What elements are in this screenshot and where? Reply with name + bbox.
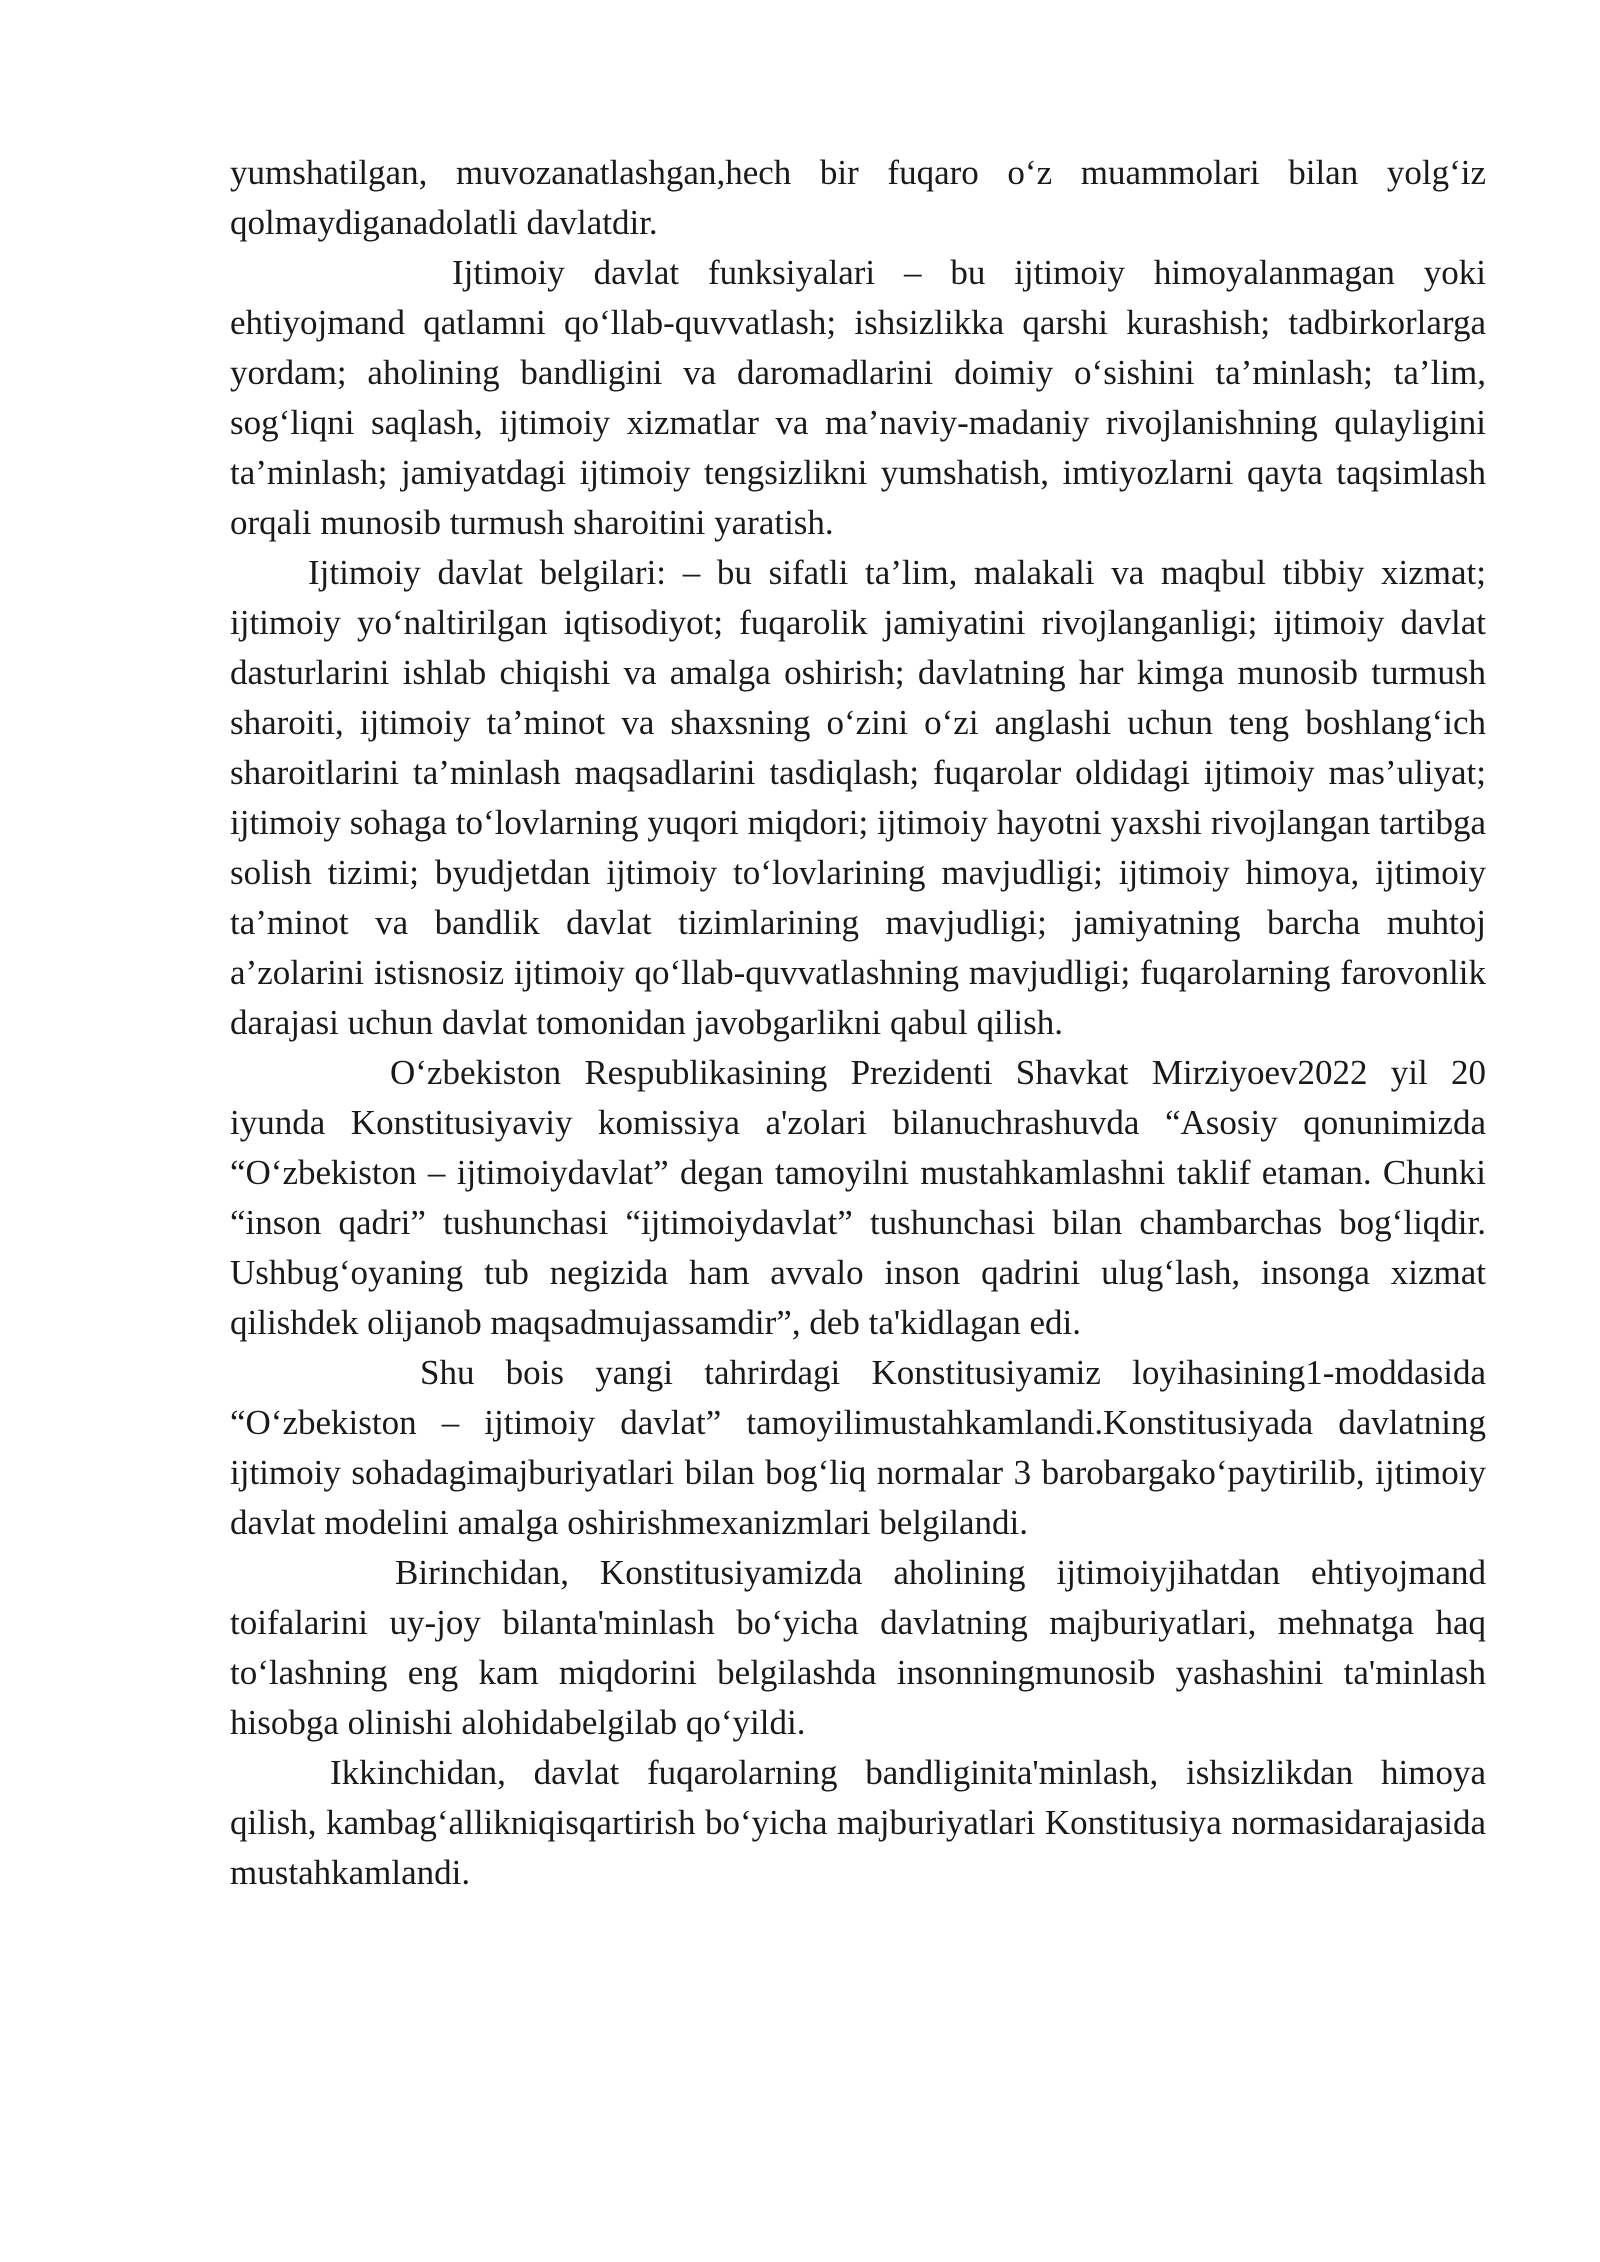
paragraph-second-point: Ikkinchidan, davlat fuqarolarning bandliginita'minlash, ishsizlikdan himoya qilish, kambag‘allikniqisqartirish bo‘yicha majburiyatlari Konstitusiya normasidarajasida mustahkamlandi. — [230, 1753, 1486, 1892]
paragraph-social-state-functions: Ijtimoiy davlat funksiyalari – bu ijtimoiy himoyalanmagan yoki ehtiyojmand qatlamni qo‘llab-quvvatlash; ishsizlikka qarshi kurashish; tadbirkorlarga yordam; aholining bandligini va daromadlarini doimiy o‘sishini ta’minlash; ta’lim, sog‘liqni saqlash, ijtimoiy xizmatlar va ma’naviy-madaniy rivojlanishning qulayligini ta’minlash; jamiyatdagi ijtimoiy tengsizlikni yumshatish, imtiyozlarni qayta taqsimlash orqali munosib turmush sharoitini yaratish. — [230, 253, 1486, 542]
document-body — [230, 148, 1486, 1898]
paragraph-social-state-signs: Ijtimoiy davlat belgilari: – bu sifatli ta’lim, malakali va maqbul tibbiy xizmat; ijtimoiy yo‘naltirilgan iqtisodiyot; fuqarolik jamiyatini rivojlanganligi; ijtimoiy davlat dasturlarini ishlab chiqishi va amalga oshirish; davlatning har kimga munosib turmush sharoiti, ijtimoiy ta’minot va shaxsning o‘zini o‘zi anglashi uchun teng boshlang‘ich sharoitlarini ta’minlash maqsadlarini tasdiqlash; fuqarolar oldidagi ijtimoiy mas’uliyat; ijtimoiy sohaga to‘lovlarning yuqori miqdori; ijtimoiy hayotni yaxshi rivojlangan tartibga solish tizimi; byudjetdan ijtimoiy to‘lovlarining mavjudligi; ijtimoiy himoya, ijtimoiy ta’minot va bandlik davlat tizimlarining mavjudligi; jamiyatning barcha muhtoj a’zolarini istisnosiz ijtimoiy qo‘llab-quvvatlashning mavjudligi; fuqarolarning farovonlik darajasi uchun davlat tomonidan javobgarlikni qabul qilish. — [230, 553, 1486, 1042]
paragraph-intro-continuation: yumshatilgan, muvozanatlashgan,hech bir fuqaro o‘z muammolari bilan yolg‘iz qolmaydiganadolatli davlatdir. — [230, 153, 1486, 242]
paragraph-first-point: Birinchidan, Konstitusiyamizda aholining ijtimoiyjihatdan ehtiyojmand toifalarini uy-joy bilanta'minlash bo‘yicha davlatning majburiyatlari, mehnatga haq to‘lashning eng kam miqdorini belgilashda insonningmunosib yashashini ta'minlash hisobga olinishi alohidabelgilab qo‘yildi. — [230, 1553, 1486, 1742]
paragraph-president-quote: O‘zbekiston Respublikasining Prezidenti Shavkat Mirziyoev2022 yil 20 iyunda Konstitusiyaviy komissiya a'zolari bilanuchrashuvda “Asosiy qonunimizda “O‘zbekiston – ijtimoiydavlat” degan tamoyilni mustahkamlashni taklif etaman. Chunki “inson qadri” tushunchasi “ijtimoiydavlat” tushunchasi bilan chambarchas bog‘liqdir. Ushbug‘oyaning tub negizida ham avvalo inson qadrini ulug‘lash, insonga xizmat qilishdek olijanob maqsadmujassamdir”, deb ta'kidlagan edi. — [230, 1053, 1486, 1342]
paragraph-constitution-article: Shu bois yangi tahrirdagi Konstitusiyamiz loyihasining1-moddasida “O‘zbekiston – ijtimoiy davlat” tamoyilimustahkamlandi.Konstitusiyada davlatning ijtimoiy sohadagimajburiyatlari bilan bog‘liq normalar 3 barobargako‘paytirilib, ijtimoiy davlat modelini amalga oshirishmexanizmlari belgilandi. — [230, 1353, 1486, 1542]
